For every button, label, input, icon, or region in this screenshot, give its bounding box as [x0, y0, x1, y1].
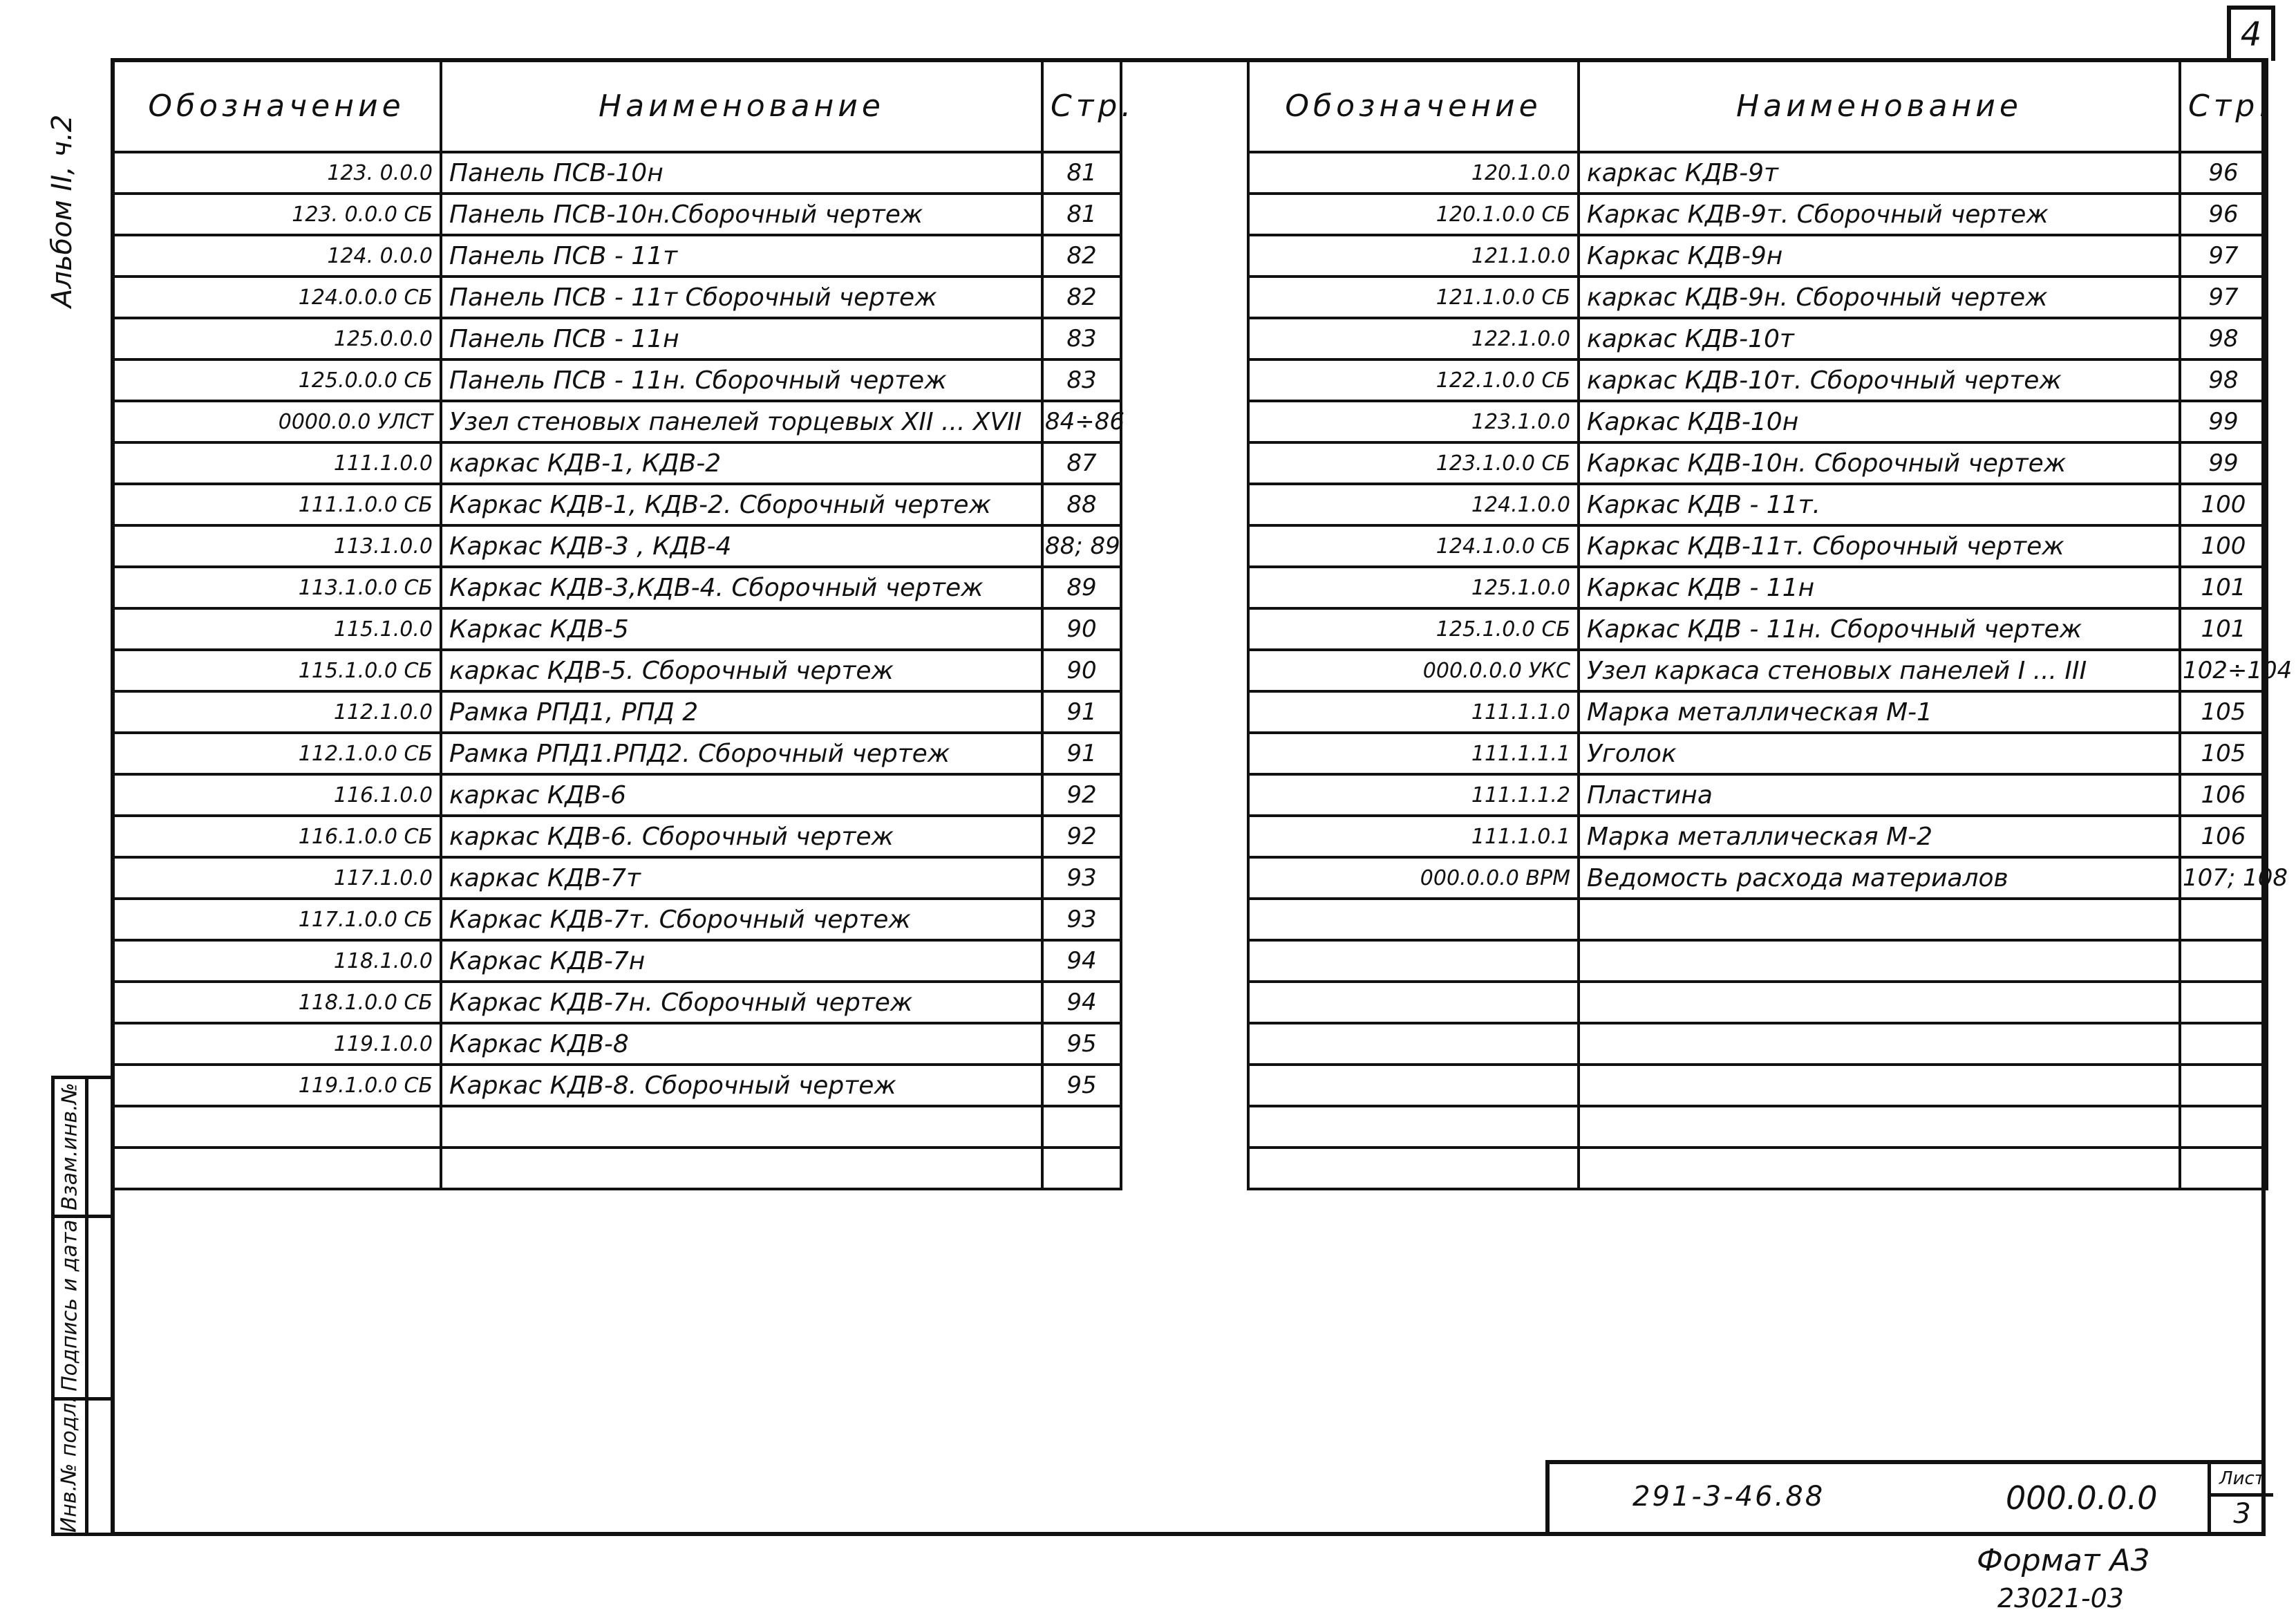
table-row	[1248, 650, 2267, 691]
table-row	[1248, 1065, 2267, 1106]
table-row	[1248, 1148, 2267, 1189]
table-row	[1248, 442, 2267, 484]
row-page: 91	[1042, 733, 1121, 774]
row-name	[1579, 1065, 2180, 1106]
row-name: Каркас КДВ-1, КДВ-2. Сборочный чертеж	[441, 484, 1042, 525]
row-page	[2180, 1065, 2267, 1106]
row-page: 89	[1042, 567, 1121, 608]
row-page: 102÷104	[2180, 650, 2267, 691]
table-row	[1248, 194, 2267, 235]
row-page	[1042, 1148, 1121, 1189]
row-name: Панель ПСВ - 11н	[441, 318, 1042, 359]
row-code: 111.1.1.2	[1248, 774, 1579, 816]
table-row	[1248, 857, 2267, 899]
table-row	[112, 982, 1121, 1023]
table-row	[112, 857, 1121, 899]
row-page: 81	[1042, 194, 1121, 235]
row-page: 95	[1042, 1023, 1121, 1065]
row-name: Рамка РПД1.РПД2. Сборочный чертеж	[441, 733, 1042, 774]
row-code: 000.0.0.0 УКС	[1248, 650, 1579, 691]
row-page: 98	[2180, 318, 2267, 359]
table-row	[1248, 940, 2267, 982]
row-code	[1248, 1065, 1579, 1106]
table-row	[1248, 318, 2267, 359]
row-name: Каркас КДВ - 11т.	[1579, 484, 2180, 525]
row-name: Марка металлическая М-1	[1579, 691, 2180, 733]
table-row	[1248, 484, 2267, 525]
row-page: 87	[1042, 442, 1121, 484]
row-page: 101	[2180, 567, 2267, 608]
table-row	[112, 401, 1121, 442]
row-name	[1579, 1106, 2180, 1148]
left-table-body	[112, 152, 1125, 1189]
table-row	[112, 235, 1121, 277]
table-row	[112, 525, 1121, 567]
row-page: 93	[1042, 857, 1121, 899]
table-row	[1248, 691, 2267, 733]
table-row	[1248, 525, 2267, 567]
sheet-number: 3	[2233, 1498, 2251, 1530]
table-row	[112, 816, 1121, 857]
row-name	[1579, 940, 2180, 982]
row-code	[1248, 1106, 1579, 1148]
row-code: 124. 0.0.0	[112, 235, 441, 277]
row-page: 95	[1042, 1065, 1121, 1106]
table-row	[112, 774, 1121, 816]
row-code: 118.1.0.0	[112, 940, 441, 982]
row-name: Узел каркаса стеновых панелей I ... III	[1579, 650, 2180, 691]
row-name: каркас КДВ-5. Сборочный чертеж	[441, 650, 1042, 691]
row-code: 115.1.0.0 СБ	[112, 650, 441, 691]
row-page: 101	[2180, 608, 2267, 650]
table-row	[112, 1065, 1121, 1106]
row-page: 90	[1042, 608, 1121, 650]
sheet-cell	[2208, 1464, 2273, 1536]
row-name: Пластина	[1579, 774, 2180, 816]
side-stamp-label-replace: Взам.инв.№	[57, 1083, 82, 1210]
row-name	[441, 1106, 1042, 1148]
row-code: 119.1.0.0 СБ	[112, 1065, 441, 1106]
table-row	[112, 359, 1121, 401]
row-name: Каркас КДВ - 11н	[1579, 567, 2180, 608]
row-name: Ведомость расхода материалов	[1579, 857, 2180, 899]
table-row	[1248, 235, 2267, 277]
row-name: каркас КДВ-9т	[1579, 152, 2180, 194]
row-name: Каркас КДВ-7н. Сборочный чертеж	[441, 982, 1042, 1023]
row-page: 106	[2180, 816, 2267, 857]
row-page: 81	[1042, 152, 1121, 194]
table-row	[1248, 982, 2267, 1023]
sheet-label: Лист	[2211, 1464, 2273, 1497]
table-row	[112, 899, 1121, 940]
row-page: 100	[2180, 525, 2267, 567]
row-code: 120.1.0.0	[1248, 152, 1579, 194]
row-code: 123.1.0.0	[1248, 401, 1579, 442]
row-code: 111.1.1.0	[1248, 691, 1579, 733]
row-code: 113.1.0.0 СБ	[112, 567, 441, 608]
column-header-page: Стр.	[1042, 59, 1121, 152]
row-code: 111.1.1.1	[1248, 733, 1579, 774]
row-name: Рамка РПД1, РПД 2	[441, 691, 1042, 733]
drawing-code: 000.0.0.0	[2006, 1479, 2158, 1517]
row-name	[1579, 982, 2180, 1023]
table-row	[1248, 359, 2267, 401]
order-number: 23021-03	[1997, 1583, 2124, 1613]
table-row	[1248, 567, 2267, 608]
table-row	[1248, 277, 2267, 318]
row-code	[1248, 1148, 1579, 1189]
table-row	[1248, 401, 2267, 442]
table-header-row	[112, 59, 1121, 152]
row-name: Панель ПСВ-10н	[441, 152, 1042, 194]
row-name: Уголок	[1579, 733, 2180, 774]
row-name: каркас КДВ-10т. Сборочный чертеж	[1579, 359, 2180, 401]
row-name: Каркас КДВ-10н	[1579, 401, 2180, 442]
table-row	[1248, 899, 2267, 940]
row-name	[1579, 899, 2180, 940]
row-page: 82	[1042, 277, 1121, 318]
row-code: 117.1.0.0	[112, 857, 441, 899]
row-name: Каркас КДВ - 11н. Сборочный чертеж	[1579, 608, 2180, 650]
album-label: Альбом II, ч.2	[46, 114, 78, 308]
row-code	[112, 1148, 441, 1189]
row-code: 125.1.0.0	[1248, 567, 1579, 608]
row-page: 84÷86	[1042, 401, 1121, 442]
row-name	[441, 1148, 1042, 1189]
row-name: Каркас КДВ-5	[441, 608, 1042, 650]
row-name: Узел стеновых панелей торцевых XII ... XVII	[441, 401, 1042, 442]
row-page: 93	[1042, 899, 1121, 940]
row-code: 112.1.0.0 СБ	[112, 733, 441, 774]
left-spec-table	[111, 58, 1136, 1190]
table-row	[112, 152, 1121, 194]
table-row	[1248, 733, 2267, 774]
table-row	[112, 277, 1121, 318]
row-code: 113.1.0.0	[112, 525, 441, 567]
row-name: Каркас КДВ-8. Сборочный чертеж	[441, 1065, 1042, 1106]
row-page: 96	[2180, 194, 2267, 235]
row-code: 119.1.0.0	[112, 1023, 441, 1065]
row-name	[1579, 1148, 2180, 1189]
table-row	[112, 1106, 1121, 1148]
row-page: 106	[2180, 774, 2267, 816]
side-stamp	[51, 1076, 115, 1536]
table-row	[112, 442, 1121, 484]
row-page	[2180, 940, 2267, 982]
table-row	[1248, 774, 2267, 816]
column-header-name: Наименование	[1579, 59, 2180, 152]
row-code: 111.1.0.0	[112, 442, 441, 484]
row-code	[1248, 1023, 1579, 1065]
row-page	[2180, 1023, 2267, 1065]
row-name: Каркас КДВ-3 , КДВ-4	[441, 525, 1042, 567]
table-row	[112, 608, 1121, 650]
row-page: 100	[2180, 484, 2267, 525]
title-block	[1545, 1460, 2266, 1536]
row-name: Панель ПСВ - 11т	[441, 235, 1042, 277]
row-page	[2180, 1148, 2267, 1189]
row-name: Каркас КДВ-10н. Сборочный чертеж	[1579, 442, 2180, 484]
row-code: 123. 0.0.0	[112, 152, 441, 194]
row-page	[2180, 1106, 2267, 1148]
row-code: 111.1.0.1	[1248, 816, 1579, 857]
table-row	[112, 940, 1121, 982]
row-page: 107; 108	[2180, 857, 2267, 899]
table-row	[112, 567, 1121, 608]
row-page: 99	[2180, 401, 2267, 442]
table-row	[112, 733, 1121, 774]
row-page: 90	[1042, 650, 1121, 691]
row-name: Каркас КДВ-3,КДВ-4. Сборочный чертеж	[441, 567, 1042, 608]
row-code: 125.0.0.0 СБ	[112, 359, 441, 401]
row-code: 000.0.0.0 ВРМ	[1248, 857, 1579, 899]
row-code: 124.1.0.0	[1248, 484, 1579, 525]
row-name: Каркас КДВ-7т. Сборочный чертеж	[441, 899, 1042, 940]
table-header-row	[1248, 59, 2267, 152]
row-code: 125.1.0.0 СБ	[1248, 608, 1579, 650]
row-code	[112, 1106, 441, 1148]
row-page: 92	[1042, 816, 1121, 857]
table-row	[112, 484, 1121, 525]
row-code: 123.1.0.0 СБ	[1248, 442, 1579, 484]
row-name: Каркас КДВ-9т. Сборочный чертеж	[1579, 194, 2180, 235]
row-code	[1248, 982, 1579, 1023]
table-row	[112, 1023, 1121, 1065]
side-stamp-label-signature: Подпись и дата	[57, 1219, 82, 1392]
row-name: Каркас КДВ-7н	[441, 940, 1042, 982]
side-stamp-divider	[85, 1079, 88, 1533]
row-code: 118.1.0.0 СБ	[112, 982, 441, 1023]
table-row	[112, 318, 1121, 359]
right-table-body	[1248, 152, 2293, 1189]
row-name: каркас КДВ-6. Сборочный чертеж	[441, 816, 1042, 857]
row-name: Марка металлическая М-2	[1579, 816, 2180, 857]
table-row	[1248, 1023, 2267, 1065]
column-header-name: Наименование	[441, 59, 1042, 152]
row-code: 111.1.0.0 СБ	[112, 484, 441, 525]
row-page: 94	[1042, 982, 1121, 1023]
format-label: Формат А3	[1977, 1543, 2150, 1578]
row-code: 0000.0.0 УЛСТ	[112, 401, 441, 442]
row-name: каркас КДВ-1, КДВ-2	[441, 442, 1042, 484]
row-name: каркас КДВ-10т	[1579, 318, 2180, 359]
right-spec-table	[1247, 58, 2293, 1190]
row-page: 96	[2180, 152, 2267, 194]
row-code: 124.1.0.0 СБ	[1248, 525, 1579, 567]
row-page	[1042, 1106, 1121, 1148]
row-code: 115.1.0.0	[112, 608, 441, 650]
row-name: Каркас КДВ-9н	[1579, 235, 2180, 277]
row-code	[1248, 899, 1579, 940]
table-row	[1248, 1106, 2267, 1148]
row-page: 99	[2180, 442, 2267, 484]
row-page: 105	[2180, 691, 2267, 733]
row-code: 116.1.0.0	[112, 774, 441, 816]
row-name	[1579, 1023, 2180, 1065]
row-code: 116.1.0.0 СБ	[112, 816, 441, 857]
row-code	[1248, 940, 1579, 982]
row-page: 88; 89	[1042, 525, 1121, 567]
row-page: 94	[1042, 940, 1121, 982]
column-header-code: Обозначение	[112, 59, 441, 152]
row-page	[2180, 899, 2267, 940]
table-row	[1248, 816, 2267, 857]
sheet-corner-number: 4	[2227, 6, 2275, 61]
row-code: 120.1.0.0 СБ	[1248, 194, 1579, 235]
table-row	[112, 691, 1121, 733]
side-stamp-label-inventory: Инв.№ подл.	[57, 1396, 82, 1533]
row-code: 112.1.0.0	[112, 691, 441, 733]
row-name: Панель ПСВ - 11н. Сборочный чертеж	[441, 359, 1042, 401]
document-number: 291-3-46.88	[1632, 1481, 1825, 1513]
row-name: каркас КДВ-9н. Сборочный чертеж	[1579, 277, 2180, 318]
row-code: 123. 0.0.0 СБ	[112, 194, 441, 235]
table-row	[1248, 152, 2267, 194]
row-page: 83	[1042, 318, 1121, 359]
row-page: 98	[2180, 359, 2267, 401]
row-name: Панель ПСВ-10н.Сборочный чертеж	[441, 194, 1042, 235]
row-code: 122.1.0.0 СБ	[1248, 359, 1579, 401]
row-page: 97	[2180, 235, 2267, 277]
row-name: каркас КДВ-6	[441, 774, 1042, 816]
row-page: 88	[1042, 484, 1121, 525]
row-page: 83	[1042, 359, 1121, 401]
row-page: 82	[1042, 235, 1121, 277]
table-row	[112, 650, 1121, 691]
row-code: 121.1.0.0 СБ	[1248, 277, 1579, 318]
column-header-page: Стр.	[2180, 59, 2267, 152]
row-page: 105	[2180, 733, 2267, 774]
row-name: Каркас КДВ-11т. Сборочный чертеж	[1579, 525, 2180, 567]
row-code: 125.0.0.0	[112, 318, 441, 359]
table-row	[1248, 608, 2267, 650]
row-code: 124.0.0.0 СБ	[112, 277, 441, 318]
row-code: 121.1.0.0	[1248, 235, 1579, 277]
row-page: 97	[2180, 277, 2267, 318]
row-code: 117.1.0.0 СБ	[112, 899, 441, 940]
table-row	[112, 1148, 1121, 1189]
row-page	[2180, 982, 2267, 1023]
row-name: Панель ПСВ - 11т Сборочный чертеж	[441, 277, 1042, 318]
row-name: каркас КДВ-7т	[441, 857, 1042, 899]
table-row	[112, 194, 1121, 235]
row-name: Каркас КДВ-8	[441, 1023, 1042, 1065]
row-page: 91	[1042, 691, 1121, 733]
row-code: 122.1.0.0	[1248, 318, 1579, 359]
row-page: 92	[1042, 774, 1121, 816]
column-header-code: Обозначение	[1248, 59, 1579, 152]
